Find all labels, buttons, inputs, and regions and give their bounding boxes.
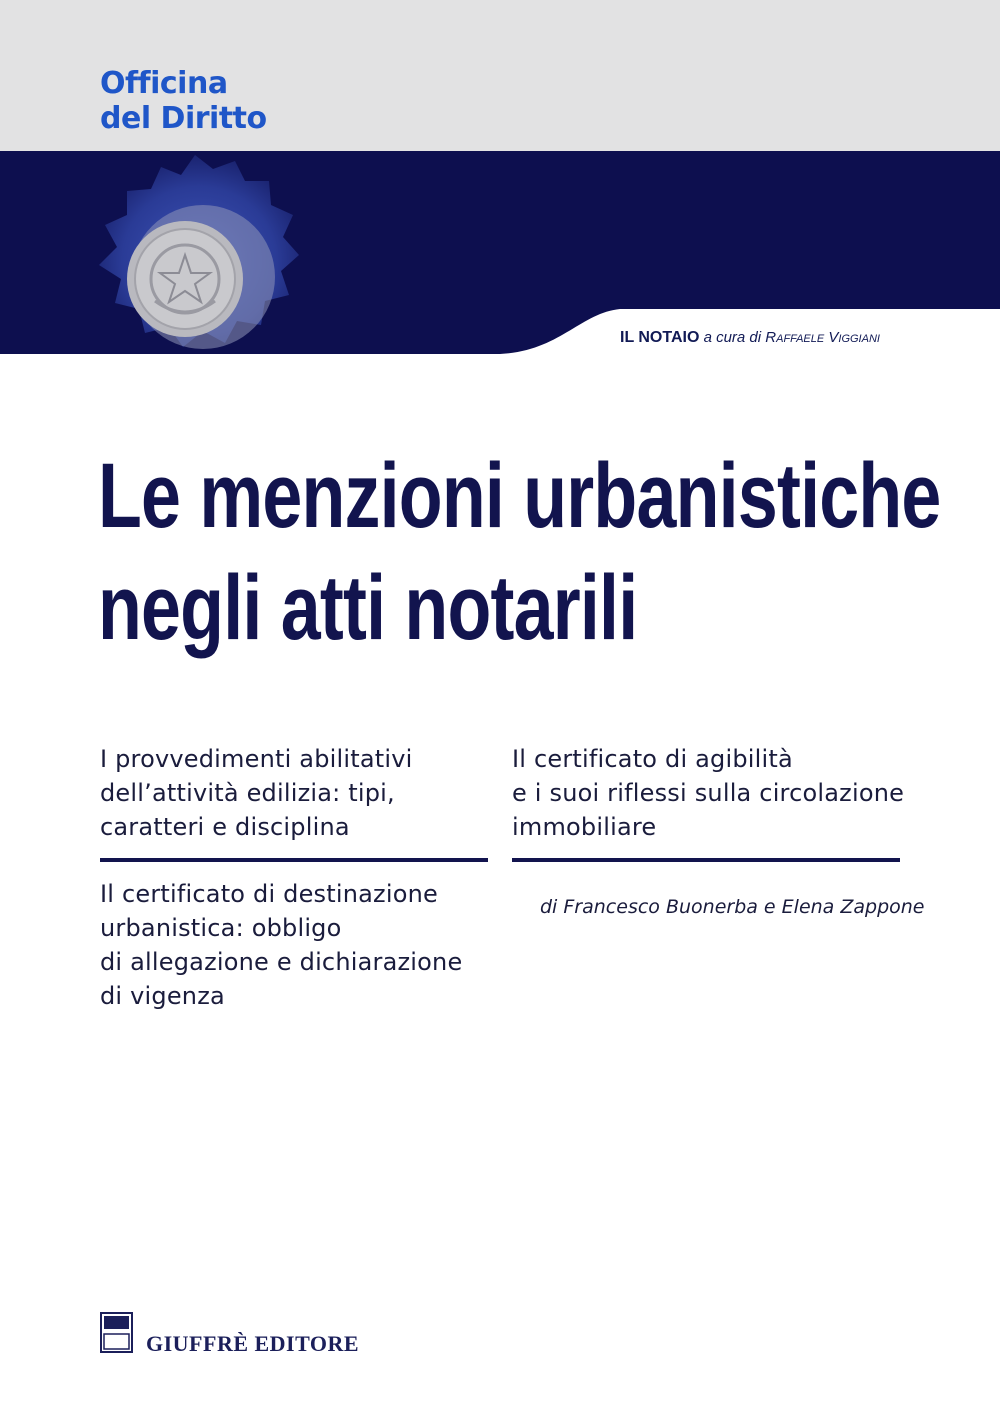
- topic-line: dell’attività edilizia: tipi,: [100, 779, 395, 807]
- curator-prefix: a cura di: [703, 329, 762, 346]
- series-name: [100, 66, 267, 136]
- series-name-line-1: Officina: [100, 66, 228, 101]
- topic-line: e i suoi riflessi sulla circolazione: [512, 779, 905, 807]
- authors: di Francesco Buonerba e Elena Zappone: [540, 896, 925, 918]
- topic-line: di allegazione e dichiarazione: [100, 948, 463, 976]
- publisher-logo-icon: [102, 1314, 131, 1351]
- book-title-line-1: Le menzioni urbanistiche: [98, 445, 941, 547]
- series-label: IL NOTAIO: [620, 329, 700, 346]
- divider-left: [100, 858, 488, 862]
- divider-right: [512, 858, 900, 862]
- navy-band: [0, 151, 1000, 354]
- topic-right-top: [512, 742, 904, 844]
- curator-credit: [620, 329, 880, 353]
- topic-left-top: [100, 742, 413, 844]
- topic-line: urbanistica: obbligo: [100, 914, 342, 942]
- book-title: [98, 440, 941, 664]
- topic-line: immobiliare: [512, 813, 657, 841]
- topic-left-bottom: [100, 877, 462, 1013]
- publisher-logo: [100, 1312, 133, 1353]
- topic-line: caratteri e disciplina: [100, 813, 350, 841]
- series-name-line-2: del Diritto: [100, 101, 267, 136]
- topic-line: di vigenza: [100, 982, 225, 1010]
- curator-name: Raffaele Viggiani: [765, 329, 880, 346]
- topic-line: Il certificato di agibilità: [512, 745, 793, 773]
- curator-tab-shape: [0, 151, 1000, 354]
- publisher-name: GIUFFRÈ EDITORE: [146, 1331, 360, 1356]
- topic-line: I provvedimenti abilitativi: [100, 745, 413, 773]
- topic-line: Il certificato di destinazione: [100, 880, 438, 908]
- book-title-line-2: negli atti notarili: [98, 557, 638, 659]
- top-band: [0, 0, 1000, 151]
